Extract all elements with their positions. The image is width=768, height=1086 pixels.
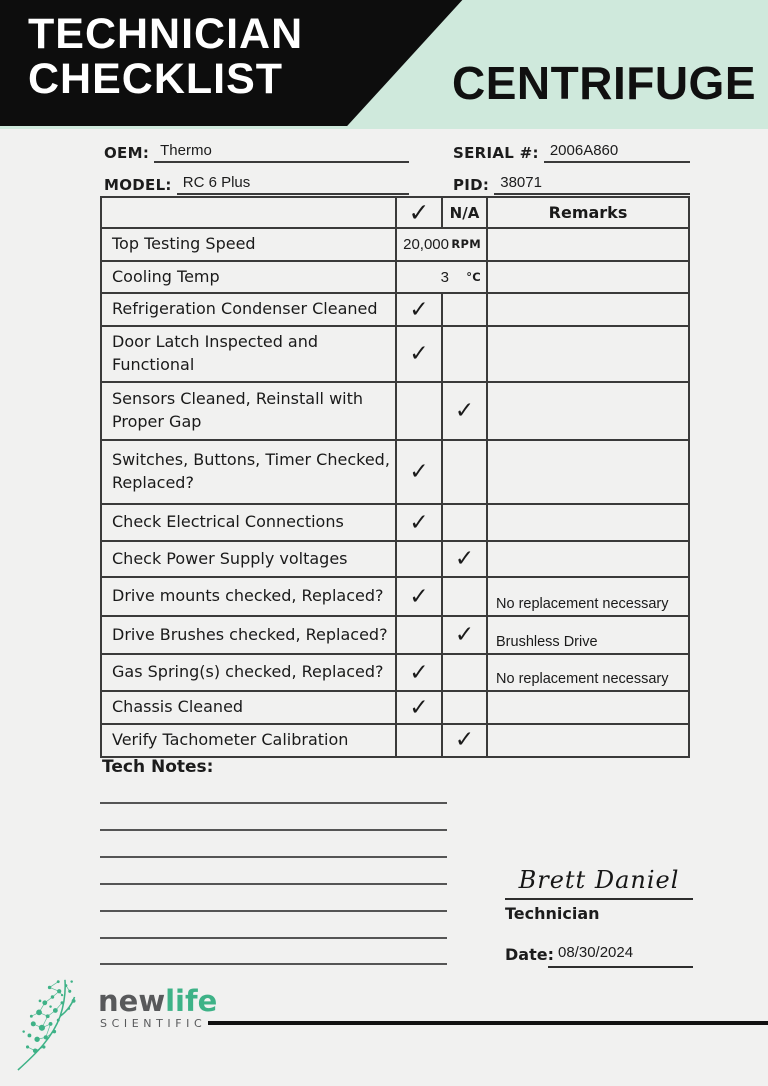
- technician-signature[interactable]: Brett Daniel: [518, 866, 680, 894]
- item-label: Sensors Cleaned, Reinstall with Proper Gap: [102, 383, 397, 439]
- item-label: Check Power Supply voltages: [102, 542, 397, 576]
- table-row-switches-buttons-timer: [102, 441, 688, 505]
- na-cell[interactable]: [443, 441, 488, 503]
- remarks-cell[interactable]: [488, 692, 688, 723]
- oem-field[interactable]: Thermo: [154, 142, 409, 163]
- remarks-cell[interactable]: [488, 505, 688, 540]
- brand-logo: [98, 986, 217, 1030]
- item-label: Refrigeration Condenser Cleaned: [102, 294, 397, 325]
- brand-wordmark: [98, 986, 217, 1016]
- remarks-cell[interactable]: [488, 262, 688, 293]
- pid-field[interactable]: 38071: [494, 174, 690, 195]
- remarks-cell[interactable]: Brushless Drive: [496, 634, 598, 651]
- table-row-power-supply-voltages: [102, 542, 688, 578]
- pid-field-row: [453, 170, 690, 195]
- table-row-drive-brushes: [102, 617, 688, 655]
- check-cell[interactable]: [397, 441, 443, 503]
- table-row-gas-springs: [102, 655, 688, 692]
- header-check-cell: [397, 198, 443, 227]
- item-label: Chassis Cleaned: [102, 692, 397, 723]
- brand-life-text: life: [165, 984, 218, 1018]
- remarks-cell[interactable]: No replacement necessary: [496, 671, 669, 688]
- form-left-column: [104, 138, 409, 202]
- header-na-cell: N/A: [443, 198, 488, 227]
- speed-value-cell[interactable]: [397, 229, 488, 260]
- check-cell[interactable]: [397, 383, 443, 439]
- notes-line[interactable]: [100, 883, 447, 885]
- check-cell[interactable]: [397, 578, 443, 615]
- serial-field[interactable]: 2006A860: [544, 142, 690, 163]
- remarks-cell[interactable]: No replacement necessary: [496, 596, 669, 613]
- check-cell[interactable]: [397, 692, 443, 723]
- na-cell[interactable]: [443, 655, 488, 690]
- notes-line[interactable]: [100, 829, 447, 831]
- table-row-door-latch: [102, 327, 688, 383]
- item-label: Drive mounts checked, Replaced?: [102, 578, 397, 615]
- checkmark-icon: ✓: [454, 546, 475, 573]
- date-field[interactable]: 08/30/2024: [558, 944, 634, 961]
- na-cell[interactable]: [443, 725, 488, 756]
- table-row-tachometer-calibration: [102, 725, 688, 756]
- remarks-cell[interactable]: [488, 441, 688, 503]
- temp-value-cell[interactable]: [397, 262, 488, 293]
- temp-value: 3: [440, 268, 449, 286]
- checkmark-icon: ✓: [454, 622, 475, 649]
- page-title-line2: CHECKLIST: [28, 55, 284, 103]
- item-label: Drive Brushes checked, Replaced?: [102, 617, 397, 653]
- item-label: Check Electrical Connections: [102, 505, 397, 540]
- na-cell[interactable]: [443, 294, 488, 325]
- table-row-drive-mounts: [102, 578, 688, 617]
- na-cell[interactable]: [443, 692, 488, 723]
- table-row-top-testing-speed: [102, 229, 688, 262]
- table-row-sensors-cleaned: [102, 383, 688, 441]
- serial-label: SERIAL #:: [453, 144, 539, 162]
- technician-role-label: Technician: [505, 904, 600, 923]
- table-row-cooling-temp: [102, 262, 688, 295]
- check-cell[interactable]: [397, 505, 443, 540]
- na-cell[interactable]: [443, 383, 488, 439]
- tech-notes-label: Tech Notes:: [102, 757, 214, 777]
- check-cell[interactable]: [397, 542, 443, 576]
- pid-label: PID:: [453, 176, 490, 194]
- checkmark-icon: ✓: [454, 398, 475, 425]
- remarks-cell[interactable]: [488, 229, 688, 260]
- page-title-line1: TECHNICIAN: [28, 10, 304, 58]
- checkmark-icon: ✓: [409, 509, 429, 536]
- serial-field-row: [453, 138, 690, 163]
- checkmark-icon: ✓: [409, 659, 429, 686]
- table-row-refrigeration-condenser: [102, 294, 688, 327]
- table-row-electrical-connections: [102, 505, 688, 542]
- date-label: Date:: [505, 945, 554, 964]
- header-item-cell: [102, 198, 397, 227]
- check-cell[interactable]: [397, 294, 443, 325]
- notes-line[interactable]: [100, 856, 447, 858]
- na-cell[interactable]: [443, 327, 488, 381]
- checkmark-icon: ✓: [454, 727, 475, 754]
- checkmark-icon: ✓: [409, 694, 429, 721]
- remarks-cell[interactable]: [488, 383, 688, 439]
- brand-subtitle: SCIENTIFIC: [100, 1017, 207, 1030]
- page-subtitle: CENTRIFUGE: [452, 57, 756, 109]
- form-right-column: [453, 138, 690, 202]
- remarks-cell[interactable]: [488, 542, 688, 576]
- header-banner: [0, 0, 768, 129]
- check-cell[interactable]: [397, 617, 443, 653]
- model-field-row: [104, 170, 409, 195]
- page-title: [28, 12, 303, 102]
- date-line: [548, 966, 693, 968]
- item-label: Switches, Buttons, Timer Checked, Replaced?: [102, 441, 397, 503]
- checkmark-icon: ✓: [409, 296, 429, 323]
- notes-line[interactable]: [100, 937, 447, 939]
- na-cell[interactable]: [443, 617, 488, 653]
- signature-line: [505, 898, 693, 900]
- temp-unit: °C: [466, 269, 481, 284]
- model-label: MODEL:: [104, 176, 172, 194]
- notes-line[interactable]: [100, 963, 447, 965]
- checkmark-icon: ✓: [409, 341, 429, 368]
- item-label: Cooling Temp: [102, 262, 397, 293]
- notes-line[interactable]: [100, 802, 447, 804]
- checklist-table: [100, 196, 690, 758]
- brand-new-text: new: [98, 984, 166, 1018]
- remarks-cell[interactable]: [488, 294, 688, 325]
- remarks-cell[interactable]: [488, 725, 688, 756]
- model-field[interactable]: RC 6 Plus: [177, 174, 409, 195]
- na-cell[interactable]: [443, 578, 488, 615]
- speed-unit: RPM: [451, 236, 481, 251]
- table-header-row: [102, 198, 688, 229]
- checkmark-icon: ✓: [409, 583, 429, 610]
- item-label: Gas Spring(s) checked, Replaced?: [102, 655, 397, 690]
- na-cell[interactable]: [443, 542, 488, 576]
- oem-label: OEM:: [104, 144, 150, 162]
- notes-line[interactable]: [100, 910, 447, 912]
- table-row-chassis-cleaned: [102, 692, 688, 725]
- oem-field-row: [104, 138, 409, 163]
- remarks-cell[interactable]: [488, 327, 688, 381]
- checkmark-icon: ✓: [409, 459, 429, 486]
- header-remarks-cell: Remarks: [548, 203, 628, 222]
- na-cell[interactable]: [443, 505, 488, 540]
- speed-value: 20,000: [403, 235, 449, 253]
- item-label: Top Testing Speed: [102, 229, 397, 260]
- check-cell[interactable]: [397, 327, 443, 381]
- check-cell[interactable]: [397, 725, 443, 756]
- item-label: Verify Tachometer Calibration: [102, 725, 397, 756]
- check-cell[interactable]: [397, 655, 443, 690]
- check-icon: ✓: [408, 198, 430, 227]
- item-label: Door Latch Inspected and Functional: [102, 327, 397, 381]
- footer-divider: [208, 1021, 768, 1025]
